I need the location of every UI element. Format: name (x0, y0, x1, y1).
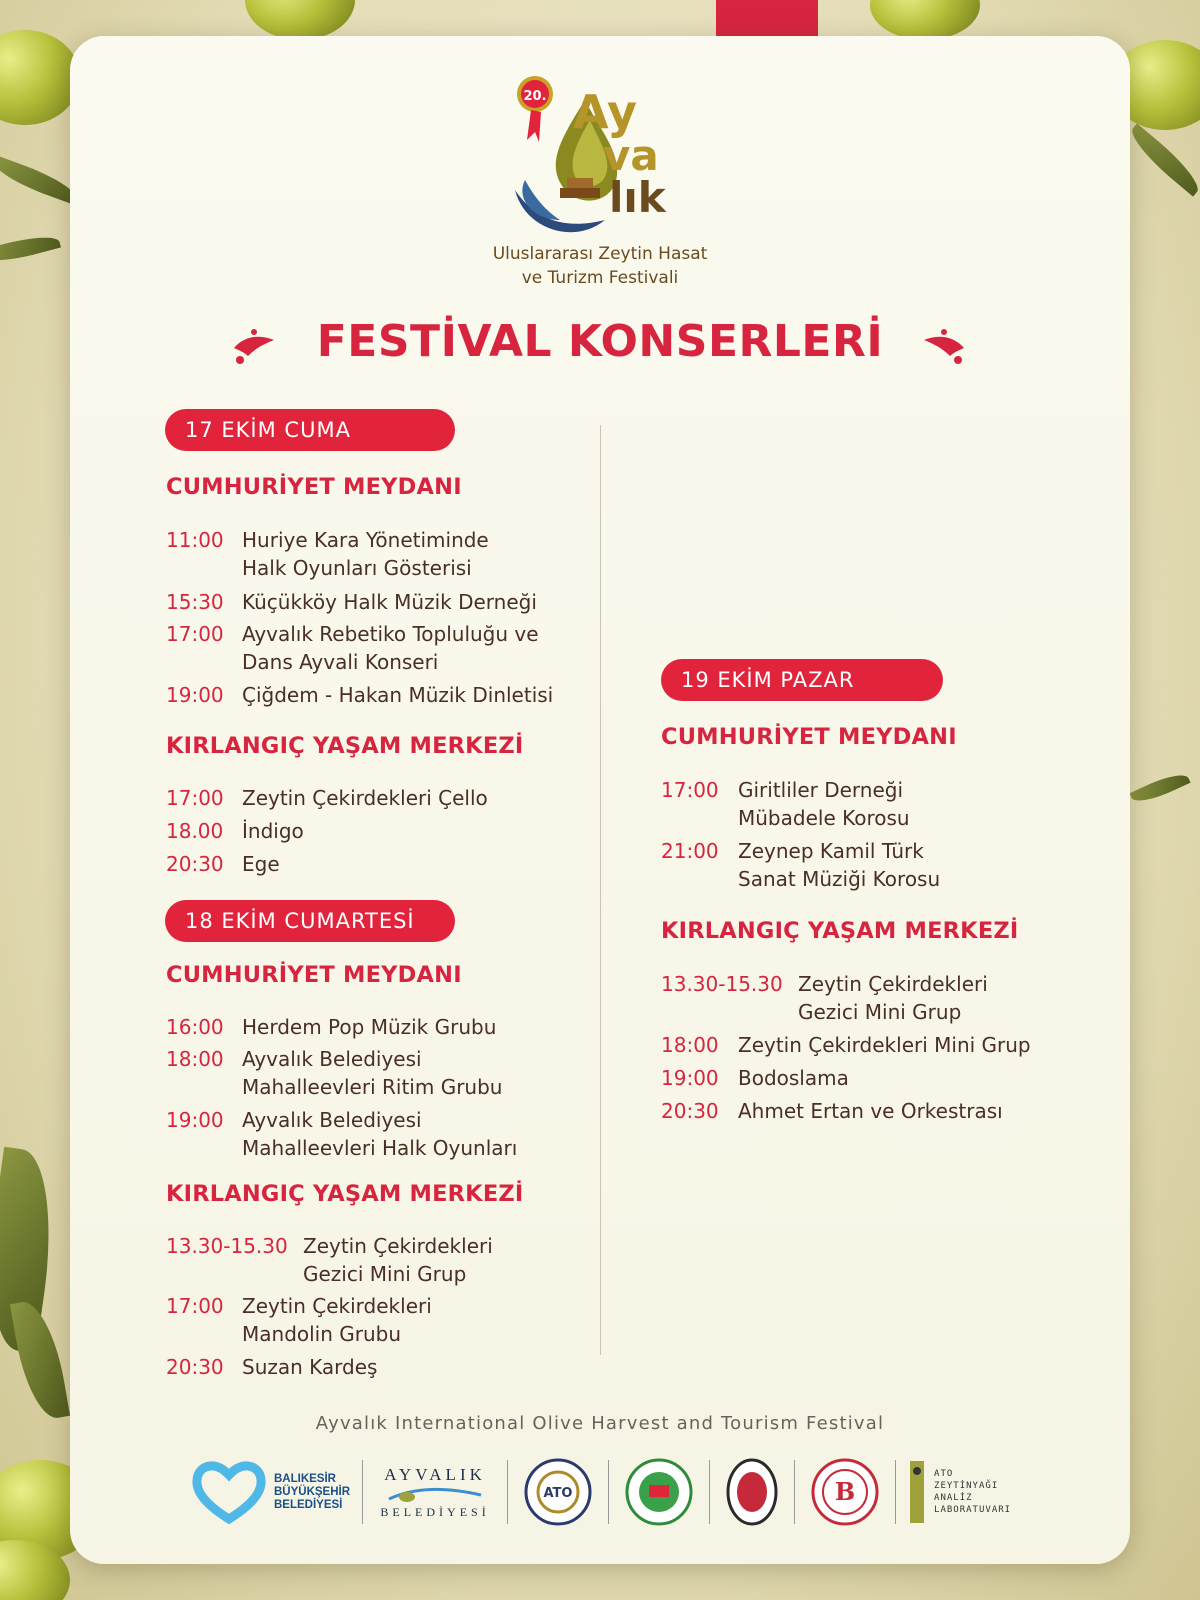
event-time: 17:00 (166, 1294, 224, 1318)
event-title: Ayvalık Belediyesi Mahalleevleri Ritim Grubu (242, 1047, 503, 1099)
event-title: Zeynep Kamil Türk Sanat Müziği Korosu (738, 839, 941, 891)
event-title: Zeytin Çekirdekleri Gezici Mini Grup (798, 972, 988, 1024)
event-time: 19:00 (661, 1066, 719, 1090)
event-time: 17:00 (166, 786, 224, 810)
venue-title: KIRLANGIÇ YAŞAM MERKEZİ (166, 1181, 524, 1207)
ato-seal-icon (523, 1457, 593, 1527)
event-time: 21:00 (661, 839, 719, 863)
event-title: Ege (242, 852, 280, 876)
lab-bar-icon (908, 1457, 928, 1527)
ayvalik-logo-sub: BELEDİYESİ (380, 1504, 490, 1519)
wave-icon (385, 1485, 485, 1505)
svg-text:B: B (834, 1477, 856, 1506)
event-title: Suzan Kardeş (242, 1355, 378, 1379)
event-title: Ayvalık Belediyesi Mahalleevleri Halk Oyunları (242, 1108, 518, 1160)
event-title: Zeytin Çekirdekleri Gezici Mini Grup (303, 1234, 493, 1286)
event-title: Bodoslama (738, 1066, 849, 1090)
balikesir-line-1: BALIKESİR (274, 1472, 336, 1485)
event-title: Zeytin Çekirdekleri Çello (242, 786, 488, 810)
logo-word-line-1: Ay (573, 85, 637, 139)
event-time: 18:00 (661, 1033, 719, 1057)
esnaf-odasi-logo (722, 1452, 782, 1532)
event-time: 18.00 (166, 819, 224, 843)
event-time: 13.30-15.30 (166, 1234, 288, 1258)
event-time: 13.30-15.30 (661, 972, 783, 996)
ziraat-odasi-logo (621, 1452, 697, 1532)
event-title: Küçükköy Halk Müzik Derneği (242, 590, 537, 614)
event-time: 19:00 (166, 683, 224, 707)
event-title: Çiğdem - Hakan Müzik Dinletisi (242, 683, 554, 707)
ayvalik-belediyesi-logo (375, 1452, 495, 1532)
event-title: Giritliler Derneği Mübadele Korosu (738, 778, 910, 830)
borsa-seal-icon (810, 1457, 880, 1527)
heart-logo-icon (190, 1459, 268, 1525)
event-title: Herdem Pop Müzik Grubu (242, 1015, 497, 1039)
balikesir-logo (190, 1452, 350, 1532)
splash-right-icon (920, 326, 968, 368)
event-title: Huriye Kara Yönetiminde Halk Oyunları Gösterisi (242, 528, 489, 580)
event-title: Ayvalık Rebetiko Topluluğu ve Dans Ayvali Konseri (242, 622, 539, 674)
event-title: Ahmet Ertan ve Orkestrası (738, 1099, 1003, 1123)
venue-title: CUMHURİYET MEYDANI (166, 962, 462, 988)
event-time: 15:30 (166, 590, 224, 614)
venue-title: KIRLANGIÇ YAŞAM MERKEZİ (166, 733, 524, 759)
subtitle-line-1: Uluslararası Zeytin Hasat (492, 244, 708, 264)
footer-tagline: Ayvalık International Olive Harvest and Tourism Festival (315, 1413, 885, 1434)
event-time: 20:30 (166, 852, 224, 876)
event-time: 17:00 (166, 622, 224, 646)
logo-word-line-2: va (603, 131, 659, 180)
column-divider (600, 425, 601, 1355)
venue-title: CUMHURİYET MEYDANI (661, 724, 957, 750)
logo-word-line-3: lık (609, 173, 666, 222)
event-time: 19:00 (166, 1108, 224, 1132)
event-time: 20:30 (661, 1099, 719, 1123)
sponsor-logos (190, 1452, 1020, 1532)
event-title: Zeytin Çekirdekleri Mini Grup (738, 1033, 1031, 1057)
edition-badge: 20. (523, 89, 547, 104)
svg-text:ATO: ATO (543, 1486, 573, 1501)
event-time: 18:00 (166, 1047, 224, 1071)
ayvalik-logo-title: AYVALIK (384, 1464, 486, 1484)
event-time: 17:00 (661, 778, 719, 802)
day-label-19: 19 EKİM PAZAR (661, 659, 943, 701)
venue-title: KIRLANGIÇ YAŞAM MERKEZİ (661, 918, 1019, 944)
venue-title: CUMHURİYET MEYDANI (166, 474, 462, 500)
festival-subtitle (440, 242, 760, 290)
event-time: 20:30 (166, 1355, 224, 1379)
event-time: 16:00 (166, 1015, 224, 1039)
event-title: İndigo (242, 819, 304, 843)
balikesir-line-3: BELEDİYESİ (274, 1498, 343, 1511)
ticaret-borsasi-logo (807, 1452, 883, 1532)
balikesir-line-2: BÜYÜKŞEHİR (274, 1485, 351, 1498)
ziraat-seal-icon (624, 1457, 694, 1527)
event-time: 11:00 (166, 528, 224, 552)
event-title: Zeytin Çekirdekleri Mandolin Grubu (242, 1294, 432, 1346)
esnaf-seal-icon (724, 1457, 780, 1527)
analiz-laboratuvari-logo: ATO ZEYTİNYAĞI ANALİZ LABORATUVARI (908, 1452, 1011, 1532)
day-label-17: 17 EKİM CUMA (165, 409, 455, 451)
day-label-18: 18 EKİM CUMARTESİ (165, 900, 455, 942)
page-title: FESTİVAL KONSERLERİ (316, 316, 884, 367)
festival-logo (505, 70, 695, 245)
subtitle-line-2: ve Turizm Festivali (521, 268, 679, 288)
ato-logo (520, 1452, 596, 1532)
